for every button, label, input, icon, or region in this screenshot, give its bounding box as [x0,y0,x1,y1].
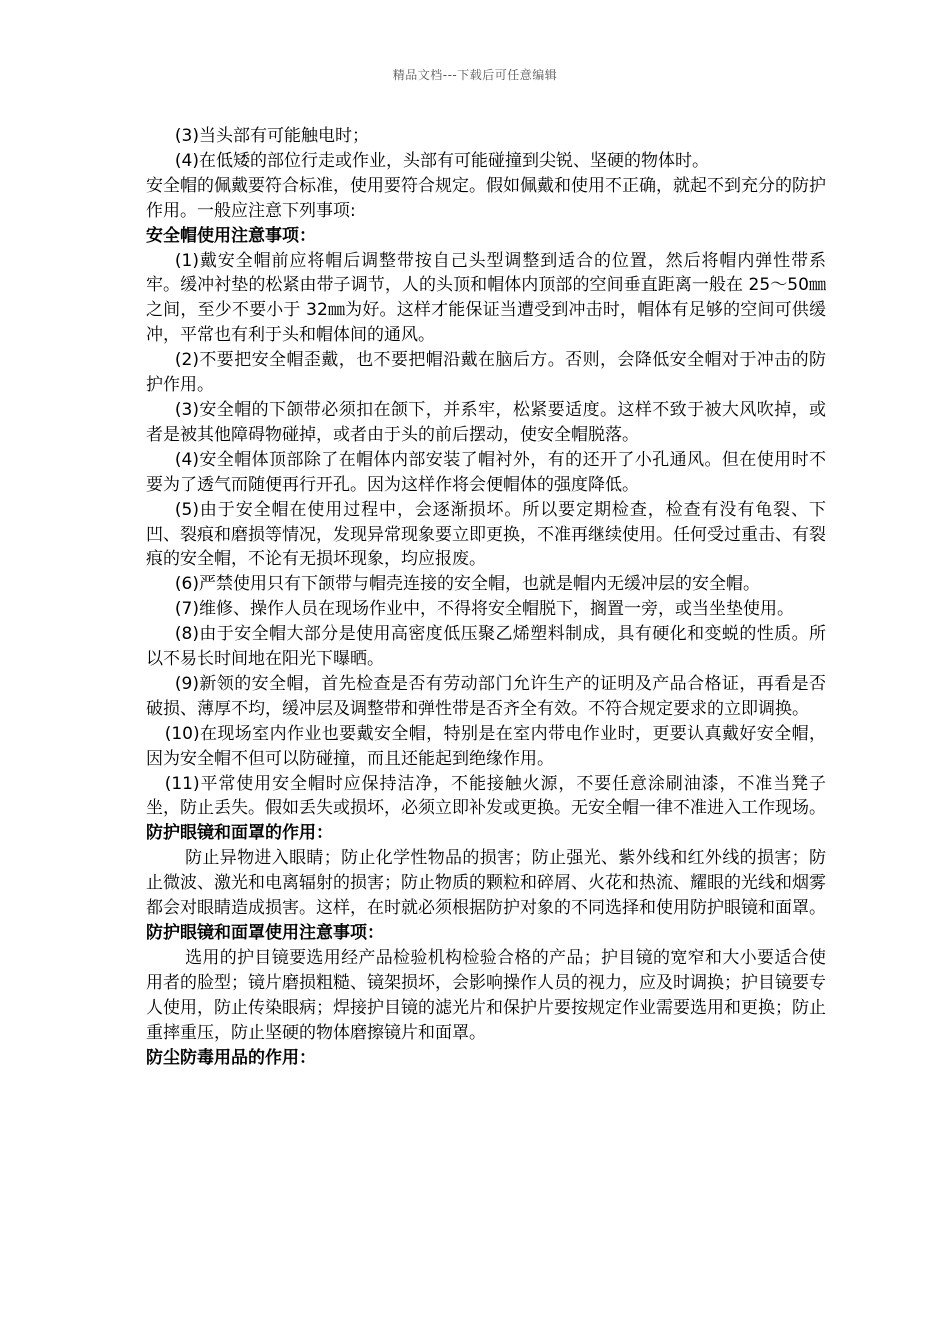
paragraph-rule-1: (1)戴安全帽前应将帽后调整带按自己头型调整到适合的位置，然后将帽内弹性带系牢。缓冲衬垫的松紧由带子调节，人的头顶和帽体内顶部的空间垂直距离一般在 25～50㎜之间，至少不要小于 32㎜为好。这样才能保证当遭受到冲击时，帽体有足够的空间可供缓冲，平常也有利于头和帽体间的通风。 [146,250,826,346]
paragraph-item-4: (4)在低矮的部位行走或作业，头部有可能碰撞到尖锐、坚硬的物体时。 [174,150,709,171]
paragraph-rule-11: (11)平常使用安全帽时应保持洁净，不能接触火源，不要任意涂刷油漆，不准当凳子坐，防止丢失。假如丢失或损坏，必须立即补发或更换。无安全帽一律不准进入工作现场。 [146,773,826,819]
paragraph-rule-10: (10)在现场室内作业也要戴安全帽，特别是在室内带电作业时，更要认真戴好安全帽，因为安全帽不但可以防碰撞，而且还能起到绝缘作用。 [146,723,826,769]
paragraph-rule-3: (3)安全帽的下颌带必须扣在颌下，并系牢，松紧要适度。这样不致于被大风吹掉，或者是被其他障碍物碰掉，或者由于头的前后摆动，使安全帽脱落。 [146,399,826,445]
paragraph-rule-5: (5)由于安全帽在使用过程中，会逐渐损坏。所以要定期检查，检查有没有龟裂、下凹、裂痕和磨损等情况，发现异常现象要立即更换，不准再继续使用。任何受过重击、有裂痕的安全帽，不论有无损坏现象，均应报废。 [146,499,826,570]
paragraph-rule-2: (2)不要把安全帽歪戴，也不要把帽沿戴在脑后方。否则，会降低安全帽对于冲击的防护作用。 [146,350,826,396]
paragraph-intro: 安全帽的佩戴要符合标准，使用要符合规定。假如佩戴和使用不正确，就起不到充分的防护作用。一般应注意下列事项: [146,175,826,221]
section-heading-goggles-function: 防护眼镜和面罩的作用： [146,823,333,844]
page-header: 精品文档---下载后可任意编辑 [392,68,558,82]
paragraph-rule-9: (9)新领的安全帽，首先检查是否有劳动部门允许生产的证明及产品合格证，再看是否破损、薄厚不均，缓冲层及调整带和弹性带是否齐全有效。不符合规定要求的立即调换。 [146,673,826,719]
paragraph-goggles-usage: 选用的护目镜要选用经产品检验机构检验合格的产品；护目镜的宽窄和大小要适合使用者的脸型；镜片磨损粗糙、镜架损坏，会影响操作人员的视力，应及时调换；护目镜要专人使用，防止传染眼病；焊接护目镜的滤光片和保护片要按规定作业需要选用和更换；防止重摔重压，防止坚硬的物体磨擦镜片和面罩。 [146,947,826,1043]
section-heading-dust-protection: 防尘防毒用品的作用： [146,1047,316,1068]
paragraph-rule-6: (6)严禁使用只有下颌带与帽壳连接的安全帽，也就是帽内无缓冲层的安全帽。 [174,574,760,595]
paragraph-rule-4: (4)安全帽体顶部除了在帽体内部安装了帽衬外，有的还开了小孔通风。但在使用时不要为了透气而随便再行开孔。因为这样作将会便帽体的强度降低。 [146,449,826,495]
paragraph-goggles-function: 防止异物进入眼睛；防止化学性物品的损害；防止强光、紫外线和红外线的损害；防止微波、激光和电离辐射的损害；防止物质的颗粒和碎屑、火花和热流、耀眼的光线和烟雾都会对眼睛造成损害。这样，在时就必须根据防护对象的不同选择和使用防护眼镜和面罩。 [146,848,826,919]
section-heading-helmet-usage: 安全帽使用注意事项： [146,225,316,246]
section-heading-goggles-usage: 防护眼镜和面罩使用注意事项： [146,923,384,943]
paragraph-rule-8: (8)由于安全帽大部分是使用高密度低压聚乙烯塑料制成，具有硬化和变蜕的性质。所以不易长时间地在阳光下曝晒。 [146,624,826,670]
document-body [146,124,826,1070]
paragraph-item-3: (3)当头部有可能触电时； [174,126,369,146]
paragraph-rule-7: (7)维修、操作人员在现场作业中，不得将安全帽脱下，搁置一旁，或当坐垫使用。 [174,599,794,620]
